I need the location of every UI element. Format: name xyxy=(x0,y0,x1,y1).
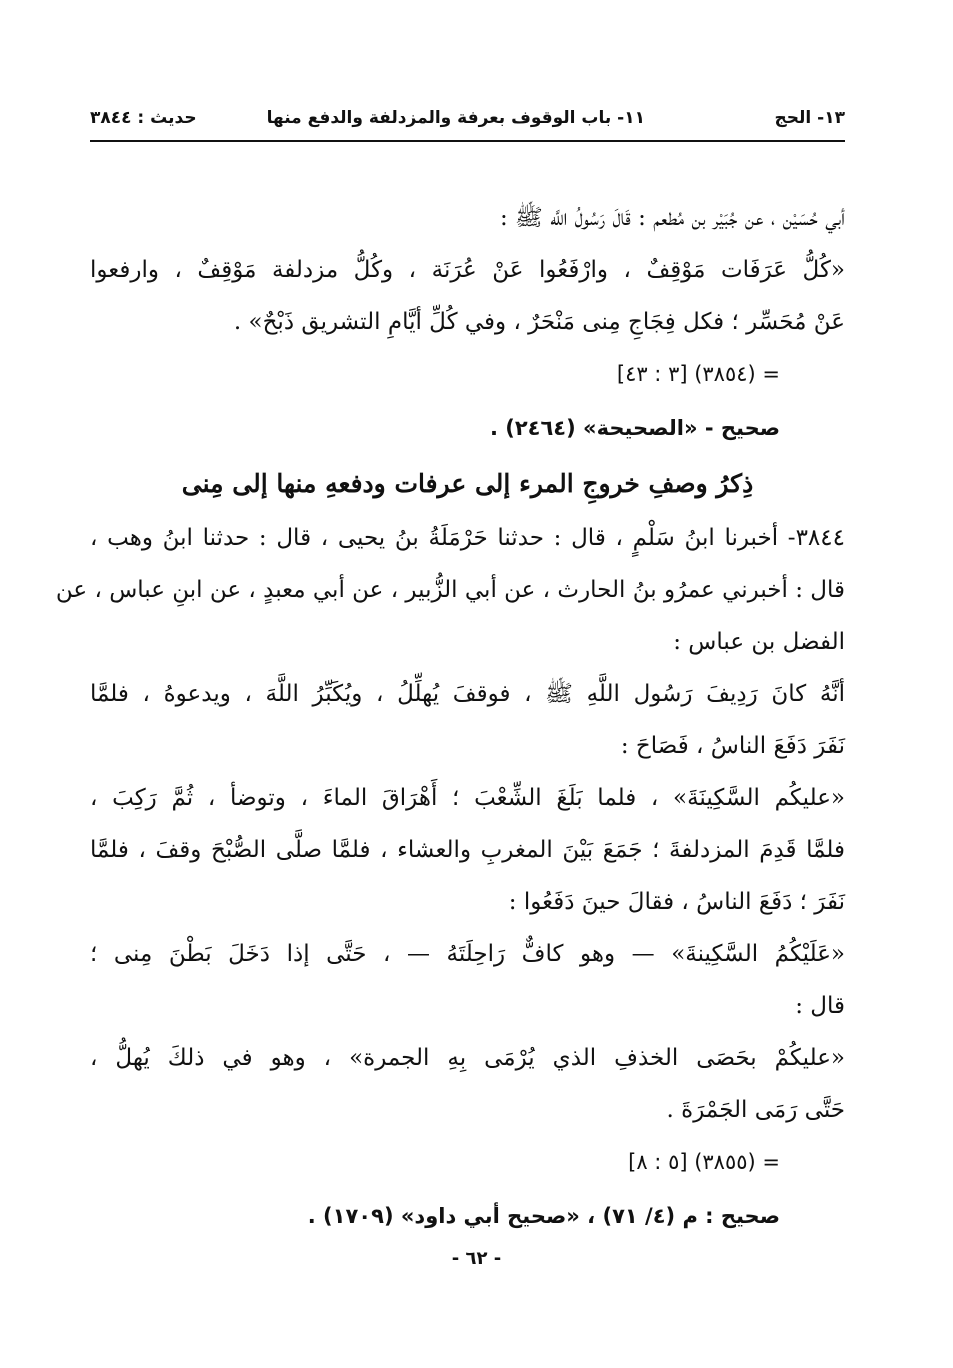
text-line: «كُلُّ عَرَفَات مَوْقِفٌ ، وارْفَعُوا عَنْ عُرَنَة ، وكُلُّ مزدلفة مَوْقِفٌ ، وارفعوا xyxy=(90,257,845,283)
chapter-title: ١٣- الحج xyxy=(774,108,845,128)
isnad-line: قال : أخبرني عمرُو بنُ الحارث ، عن أبي الزُّبير ، عن أبي معبدٍ ، عن ابنِ عباس ، عن xyxy=(55,577,845,603)
hadith-number: حديث : ٣٨٤٤ xyxy=(90,108,197,128)
hadith-3843-tail xyxy=(90,192,845,456)
page-number: - ٦٢ - xyxy=(451,1248,502,1269)
isnad-line: الفضل بن عباس : xyxy=(673,629,845,655)
page xyxy=(55,100,845,1244)
matn-line: حَتَّى رَمَى الجَمْرَةَ . xyxy=(666,1097,845,1123)
cross-reference: = (٣٨٥٥) [٥ : ٨] xyxy=(628,1150,780,1174)
matn-line: «عَلَيْكُمُ السَّكِينةَ» — وهو كافٌّ رَاحِلَتَهُ — ، حَتَّى إذا دَخَلَ بَطْنَ مِنى ؛ xyxy=(90,941,845,967)
text-line: أبي حُسَيْن ، عن جُبَيْر بن مُطعم : قَالَ رَسُولُ اللَّه ﷺ : xyxy=(499,205,845,231)
matn-line: «عليكُمْ بحَصَى الخذفِ الذي يُرْمَى بِهِ الجمرة» ، وهو في ذلكَ يُهلُّ ، xyxy=(90,1045,845,1071)
cross-reference: = (٣٨٥٤) [٣ : ٤٣] xyxy=(616,362,780,386)
matn-line: «عليكُم السَّكِينَةَ» ، فلما بَلَغَ الشِّعْبَ ؛ أَهْرَاقَ الماءَ ، وتوضأ ، ثُمَّ رَكِبَ ، xyxy=(90,785,845,811)
isnad-line: ٣٨٤٤- أخبرنا ابنُ سَلْمٍ ، قال : حدثنا حَرْمَلَةُ بنُ يحيى ، قال : حدثنا ابنُ وهب ، xyxy=(90,525,845,551)
hadith-grade: صحيح : م (٤/ ٧١) ، «صحيح أبي داود» (١٧٠٩) . xyxy=(307,1204,780,1228)
section-title-header: ١١- باب الوقوف بعرفة والمزدلفة والدفع منها xyxy=(266,108,645,128)
matn-line: فلمَّا قَدِمَ المزدلفةَ ؛ جَمَعَ بَيْنَ المغربِ والعشاء ، فلمَّا صلَّى الصُّبْحَ وقفَ ، فلمَّا xyxy=(90,837,845,863)
matn-line: أنَّهُ كانَ رَدِيفَ رَسُول اللَّهِ ﷺ ، فوقفَ يُهلِّلُ ، ويُكَبِّرُ اللَّهَ ، ويدعوهُ ، فلمَّا xyxy=(90,681,845,707)
hadith-3844 xyxy=(55,512,845,1244)
chapter-heading: ذِكرُ وصفِ خروجِ المرء إلى عرفات ودفعهِ منها إلى مِنى xyxy=(181,469,754,498)
matn-line: نَفَرَ دَفَعَ الناسُ ، فَصَاحَ : xyxy=(620,733,845,759)
running-header xyxy=(90,100,845,142)
matn-line: قال : xyxy=(795,993,845,1019)
hadith-grade: صحيح - «الصحيحة» (٢٤٦٤) . xyxy=(489,416,780,440)
text-line: عَنْ مُحَسِّر ؛ فكل فِجَاجِ مِنى مَنْحَرٌ ، وفي كُلِّ أيَّامِ التشريق ذَبْحٌ» . xyxy=(233,309,845,335)
page-content xyxy=(55,192,845,1244)
matn-line: نَفَرَ ؛ دَفَعَ الناسُ ، فقالَ حينَ دَفَعُوا : xyxy=(508,889,845,915)
